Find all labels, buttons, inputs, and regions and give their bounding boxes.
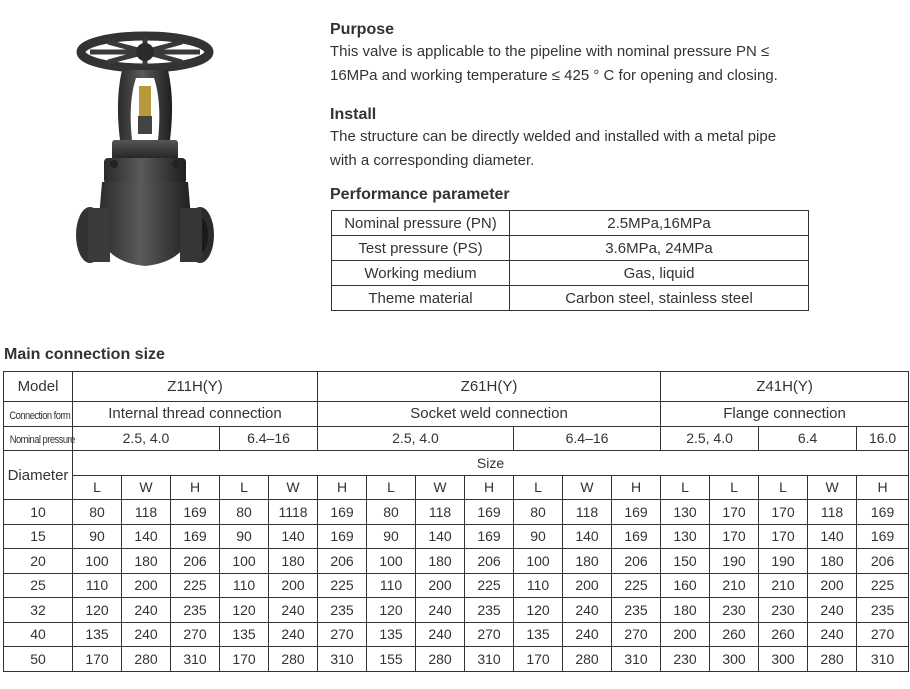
param-value: 2.5MPa,16MPa: [510, 211, 809, 236]
size-value: 100: [220, 549, 269, 574]
table-row: [332, 211, 809, 236]
table-row: [4, 598, 909, 623]
dimension-header: H: [465, 475, 514, 500]
size-value: 260: [710, 622, 759, 647]
size-value: 118: [122, 500, 171, 525]
size-value: 118: [416, 500, 465, 525]
size-value: 300: [759, 647, 808, 672]
size-value: 310: [318, 647, 367, 672]
size-value: 280: [808, 647, 857, 672]
size-value: 240: [269, 598, 318, 623]
dimension-header: W: [808, 475, 857, 500]
install-section: [330, 105, 900, 173]
size-value: 206: [465, 549, 514, 574]
model-name: Z41H(Y): [661, 372, 909, 402]
table-row: [4, 647, 909, 672]
size-value: 270: [612, 622, 661, 647]
size-value: 170: [710, 500, 759, 525]
size-value: 206: [612, 549, 661, 574]
size-value: 100: [514, 549, 563, 574]
pressure-value: 6.4–16: [514, 426, 661, 451]
size-value: 270: [465, 622, 514, 647]
size-value: 200: [563, 573, 612, 598]
size-value: 235: [171, 598, 220, 623]
size-value: 240: [416, 598, 465, 623]
install-heading: Install: [330, 106, 377, 123]
size-value: 190: [759, 549, 808, 574]
table-row: [4, 500, 909, 525]
size-value: 225: [465, 573, 514, 598]
nominal-pressure-cell: [4, 426, 73, 451]
table-row: [332, 236, 809, 261]
nominal-pressure-row: [4, 426, 909, 451]
size-value: 120: [514, 598, 563, 623]
performance-section: [330, 185, 900, 205]
pressure-value: 6.4: [759, 426, 857, 451]
dimension-header: H: [857, 475, 909, 500]
size-value: 240: [269, 622, 318, 647]
size-table-body: [4, 500, 909, 672]
size-value: 210: [710, 573, 759, 598]
size-value: 280: [122, 647, 171, 672]
size-value: 310: [171, 647, 220, 672]
connection-type: Internal thread connection: [73, 402, 318, 427]
size-value: 235: [318, 598, 367, 623]
model-row: [4, 372, 909, 402]
size-value: 110: [514, 573, 563, 598]
size-value: 80: [220, 500, 269, 525]
size-value: 160: [661, 573, 710, 598]
size-value: 110: [73, 573, 122, 598]
param-value: Carbon steel, stainless steel: [510, 286, 809, 311]
size-value: 240: [122, 622, 171, 647]
size-value: 118: [563, 500, 612, 525]
size-value: 260: [759, 622, 808, 647]
size-value: 120: [367, 598, 416, 623]
dimension-header: W: [416, 475, 465, 500]
diameter-value: 25: [4, 573, 73, 598]
size-value: 169: [612, 524, 661, 549]
size-value: 310: [857, 647, 909, 672]
size-value: 135: [220, 622, 269, 647]
size-value: 180: [563, 549, 612, 574]
size-value: 120: [73, 598, 122, 623]
connection-form-cell: [4, 402, 73, 427]
size-label-row: [4, 451, 909, 476]
size-value: 135: [367, 622, 416, 647]
size-value: 200: [661, 622, 710, 647]
size-value: 240: [563, 598, 612, 623]
size-value: 270: [857, 622, 909, 647]
size-value: 169: [318, 500, 367, 525]
dimension-header: L: [710, 475, 759, 500]
model-name: Z11H(Y): [73, 372, 318, 402]
size-value: 230: [759, 598, 808, 623]
size-value: 100: [367, 549, 416, 574]
size-value: 225: [171, 573, 220, 598]
table-row: [4, 573, 909, 598]
size-value: 170: [759, 524, 808, 549]
connection-form-label: Connection form: [9, 409, 71, 422]
size-value: 206: [857, 549, 909, 574]
size-value: 169: [318, 524, 367, 549]
connection-form-row: [4, 402, 909, 427]
size-value: 150: [661, 549, 710, 574]
size-value: 210: [759, 573, 808, 598]
size-value: 140: [269, 524, 318, 549]
size-value: 230: [661, 647, 710, 672]
size-value: 169: [465, 500, 514, 525]
size-value: 110: [367, 573, 416, 598]
dimension-header: L: [73, 475, 122, 500]
param-value: Gas, liquid: [510, 261, 809, 286]
size-value: 170: [514, 647, 563, 672]
size-value: 240: [563, 622, 612, 647]
performance-heading: Performance parameter: [330, 186, 510, 203]
size-value: 200: [269, 573, 318, 598]
size-value: 270: [318, 622, 367, 647]
size-value: 240: [808, 598, 857, 623]
main-connection-size-heading: Main connection size: [4, 346, 165, 363]
size-value: 90: [367, 524, 416, 549]
size-value: 180: [269, 549, 318, 574]
param-value: 3.6MPa, 24MPa: [510, 236, 809, 261]
size-value: 280: [416, 647, 465, 672]
size-value: 200: [808, 573, 857, 598]
size-value: 310: [465, 647, 514, 672]
dimension-header: L: [514, 475, 563, 500]
size-value: 206: [171, 549, 220, 574]
purpose-text-line: This valve is applicable to the pipeline with nominal pressure PN ≤: [330, 43, 770, 60]
size-value: 180: [416, 549, 465, 574]
size-value: 206: [318, 549, 367, 574]
size-value: 169: [612, 500, 661, 525]
dimension-header: W: [122, 475, 171, 500]
diameter-value: 10: [4, 500, 73, 525]
size-value: 170: [73, 647, 122, 672]
purpose-section: [330, 20, 900, 88]
dimension-header: H: [612, 475, 661, 500]
param-name: Theme material: [332, 286, 510, 311]
purpose-text-line: 16MPa and working temperature ≤ 425 ° C for opening and closing.: [330, 67, 778, 84]
main-connection-size-table: [3, 371, 909, 672]
size-value: 169: [171, 500, 220, 525]
size-value: 140: [563, 524, 612, 549]
size-value: 225: [318, 573, 367, 598]
size-value: 140: [808, 524, 857, 549]
dimension-header: H: [171, 475, 220, 500]
size-value: 240: [122, 598, 171, 623]
param-name: Test pressure (PS): [332, 236, 510, 261]
size-value: 240: [808, 622, 857, 647]
size-value: 155: [367, 647, 416, 672]
table-row: [4, 549, 909, 574]
size-value: 240: [416, 622, 465, 647]
gate-valve-photo: [60, 30, 270, 280]
size-value: 235: [465, 598, 514, 623]
size-value: 235: [857, 598, 909, 623]
dimension-header: H: [318, 475, 367, 500]
size-value: 1118: [269, 500, 318, 525]
size-value: 280: [563, 647, 612, 672]
pressure-value: 2.5, 4.0: [318, 426, 514, 451]
table-row: [332, 261, 809, 286]
dimension-header: L: [759, 475, 808, 500]
size-value: 170: [759, 500, 808, 525]
nominal-pressure-label: Nominal pressure: [9, 434, 75, 447]
size-value: 169: [857, 500, 909, 525]
pressure-value: 16.0: [857, 426, 909, 451]
dimension-header-row: [4, 475, 909, 500]
size-value: 135: [514, 622, 563, 647]
size-value: 180: [122, 549, 171, 574]
table-row: [4, 622, 909, 647]
diameter-value: 15: [4, 524, 73, 549]
diameter-value: 32: [4, 598, 73, 623]
dimension-header: W: [563, 475, 612, 500]
size-value: 180: [808, 549, 857, 574]
dimension-header: L: [220, 475, 269, 500]
size-value: 135: [73, 622, 122, 647]
size-value: 169: [465, 524, 514, 549]
size-value: 80: [73, 500, 122, 525]
size-value: 140: [122, 524, 171, 549]
size-value: 80: [367, 500, 416, 525]
size-value: 230: [710, 598, 759, 623]
connection-type: Socket weld connection: [318, 402, 661, 427]
diameter-value: 20: [4, 549, 73, 574]
purpose-heading: Purpose: [330, 21, 395, 38]
size-value: 280: [269, 647, 318, 672]
size-value: 200: [416, 573, 465, 598]
size-value: 118: [808, 500, 857, 525]
size-value: 225: [612, 573, 661, 598]
size-value: 169: [857, 524, 909, 549]
performance-table: [331, 210, 809, 311]
size-value: 270: [171, 622, 220, 647]
diameter-label: Diameter: [4, 451, 73, 500]
pressure-value: 6.4–16: [220, 426, 318, 451]
size-value: 170: [220, 647, 269, 672]
size-value: 90: [220, 524, 269, 549]
size-value: 310: [612, 647, 661, 672]
model-label: Model: [4, 372, 73, 402]
dimension-header: L: [367, 475, 416, 500]
table-row: [4, 524, 909, 549]
size-label: Size: [73, 451, 909, 476]
size-value: 120: [220, 598, 269, 623]
size-value: 300: [710, 647, 759, 672]
diameter-value: 40: [4, 622, 73, 647]
size-value: 140: [416, 524, 465, 549]
size-value: 190: [710, 549, 759, 574]
dimension-header: L: [661, 475, 710, 500]
model-name: Z61H(Y): [318, 372, 661, 402]
install-text-line: with a corresponding diameter.: [330, 152, 535, 169]
diameter-value: 50: [4, 647, 73, 672]
size-value: 90: [514, 524, 563, 549]
param-name: Working medium: [332, 261, 510, 286]
size-value: 180: [661, 598, 710, 623]
size-value: 170: [710, 524, 759, 549]
connection-type: Flange connection: [661, 402, 909, 427]
size-value: 80: [514, 500, 563, 525]
size-value: 90: [73, 524, 122, 549]
size-value: 100: [73, 549, 122, 574]
install-text-line: The structure can be directly welded and installed with a metal pipe: [330, 128, 777, 145]
table-row: [332, 286, 809, 311]
size-value: 235: [612, 598, 661, 623]
pressure-value: 2.5, 4.0: [661, 426, 759, 451]
size-value: 110: [220, 573, 269, 598]
param-name: Nominal pressure (PN): [332, 211, 510, 236]
size-value: 200: [122, 573, 171, 598]
pressure-value: 2.5, 4.0: [73, 426, 220, 451]
dimension-header: W: [269, 475, 318, 500]
size-value: 169: [171, 524, 220, 549]
size-value: 130: [661, 500, 710, 525]
size-value: 130: [661, 524, 710, 549]
size-value: 225: [857, 573, 909, 598]
